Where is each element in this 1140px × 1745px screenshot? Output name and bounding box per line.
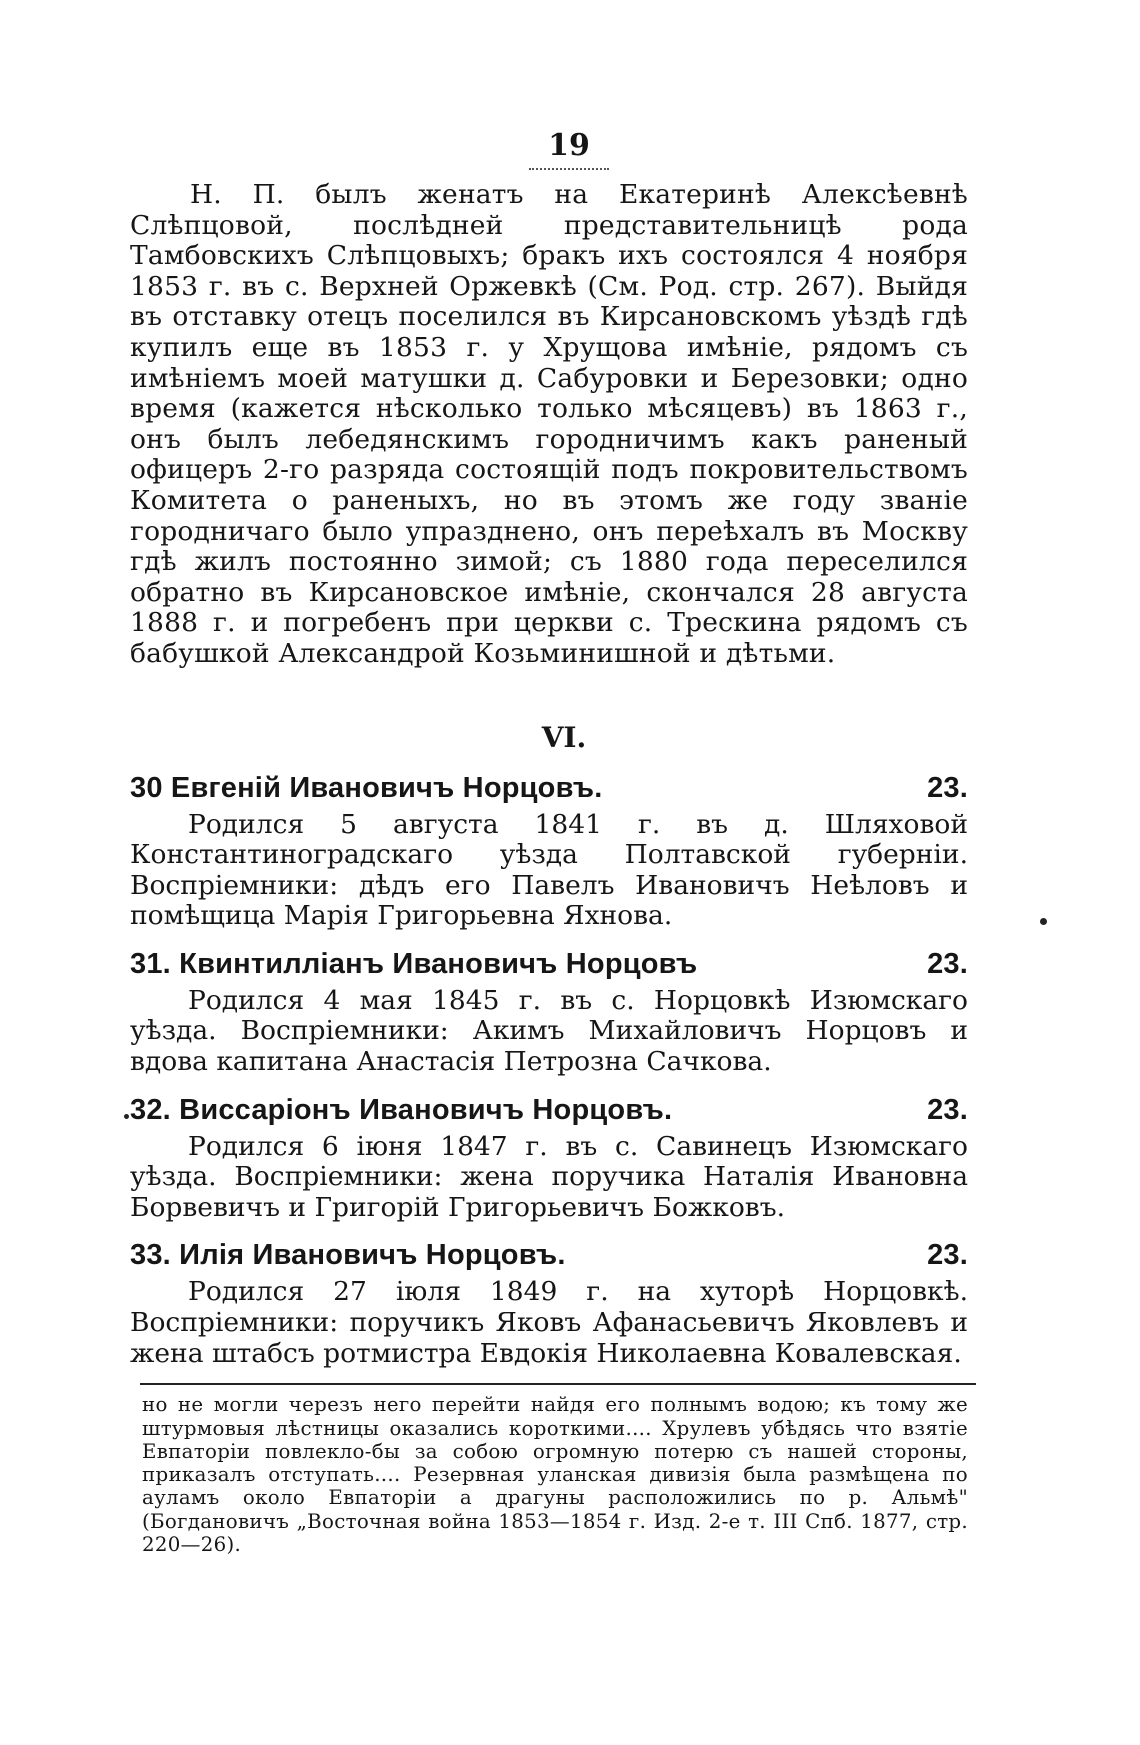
entry-reference: 23. (927, 771, 968, 804)
page-number: 19 (548, 128, 590, 163)
intro-paragraph: Н. П. былъ женатъ на Екатеринѣ Алексѣевнѣ Слѣпцовой, послѣдней представительницѣ рода Тамбовскихъ Слѣпцовыхъ; бракъ ихъ состоялся 4 ноября 1853 г. въ с. Верхней Оржевкѣ (См. Род. стр. 267). Выйдя въ отставку отецъ поселился въ Кирсановскомъ уѣздѣ гдѣ купилъ еще въ 1853 г. у Хрущова имѣніе, рядомъ съ имѣніемъ моей матушки д. Сабуровки и Березовки; одно время (кажется нѣсколько только мѣсяцевъ) въ 1863 г., онъ былъ лебедянскимъ городничимъ какъ раненый офицеръ 2-го разряда состоящій подъ покровительствомъ Комитета о раненыхъ, но въ этомъ же году званіе городничаго было упразднено, онъ переѣхалъ въ Москву гдѣ жилъ постоянно зимой; съ 1880 года переселился обратно въ Кирсановское имѣніе, скончался 28 августа 1888 г. и погребенъ при церкви с. Трескина рядомъ съ бабушкой Александрой Козьминишной и дѣтьми. (130, 179, 968, 669)
entry-heading: 30 Евгеній Ивановичъ Норцовъ. (130, 771, 603, 804)
entry-reference: 23. (927, 947, 968, 980)
margin-speck (124, 1114, 129, 1119)
margin-speck (1040, 918, 1047, 925)
entry-31 (130, 946, 968, 1078)
page-number-ornament (529, 164, 609, 170)
entry-reference: 23. (927, 1239, 968, 1272)
book-page (130, 128, 968, 1556)
entry-30 (130, 770, 968, 932)
entry-heading: 33. Илія Ивановичъ Норцовъ. (130, 1239, 566, 1272)
entry-reference: 23. (927, 1093, 968, 1126)
entry-text: Родился 5 августа 1841 г. въ д. Шляховой Константиноградскаго уѣзда Полтавской губерніи. Воспріемники: дѣдъ его Павелъ Ивановичъ Неѣловъ и помѣщица Марія Григорьевна Яхнова. (130, 808, 968, 932)
entry-text: Родился 4 мая 1845 г. въ с. Норцовкѣ Изюмскаго уѣзда. Воспріемники: Акимъ Михайловичъ Норцовъ и вдова капитана Анастасія Петрозна Сачкова. (130, 984, 968, 1078)
footnote-divider (140, 1383, 976, 1385)
entry-text: Родился 6 іюня 1847 г. въ с. Савинецъ Изюмскаго уѣзда. Воспріемники: жена поручика Наталія Ивановна Борвевичъ и Григорій Григорьевичъ Божковъ. (130, 1130, 968, 1223)
entry-header (130, 770, 968, 806)
entry-header (130, 1237, 968, 1273)
section-numeral: VI. (541, 720, 587, 754)
entry-32 (130, 1092, 968, 1224)
entry-text: Родился 27 іюля 1849 г. на хуторѣ Норцовкѣ. Воспріемники: поручикъ Яковъ Афанасьевичъ Яковлевъ и жена штабсъ ротмистра Евдокія Николаевна Ковалевская. (130, 1276, 968, 1369)
entry-heading: 32. Виссаріонъ Ивановичъ Норцовъ. (130, 1093, 673, 1126)
entry-header (130, 946, 968, 982)
entry-33 (130, 1237, 968, 1369)
footnote: но не могли черезъ него перейти найдя его полнымъ водою; къ тому же штурмовыя лѣстницы оказались короткими.... Хрулевъ убѣдясь что взятіе Евпаторіи повлекло-бы за собою огромную потерю съ нашей стороны, приказалъ отступать.... Резервная уланская дивизія была размѣщена по ауламъ около Евпаторіи а драгуны расположились по р. Альмѣ" (Богдановичъ „Восточная война 1853—1854 г. Изд. 2-е т. III Спб. 1877, стр. 220—26). (142, 1393, 968, 1556)
entry-header (130, 1092, 968, 1128)
entry-heading: 31. Квинтилліанъ Ивановичъ Норцовъ (130, 947, 698, 980)
